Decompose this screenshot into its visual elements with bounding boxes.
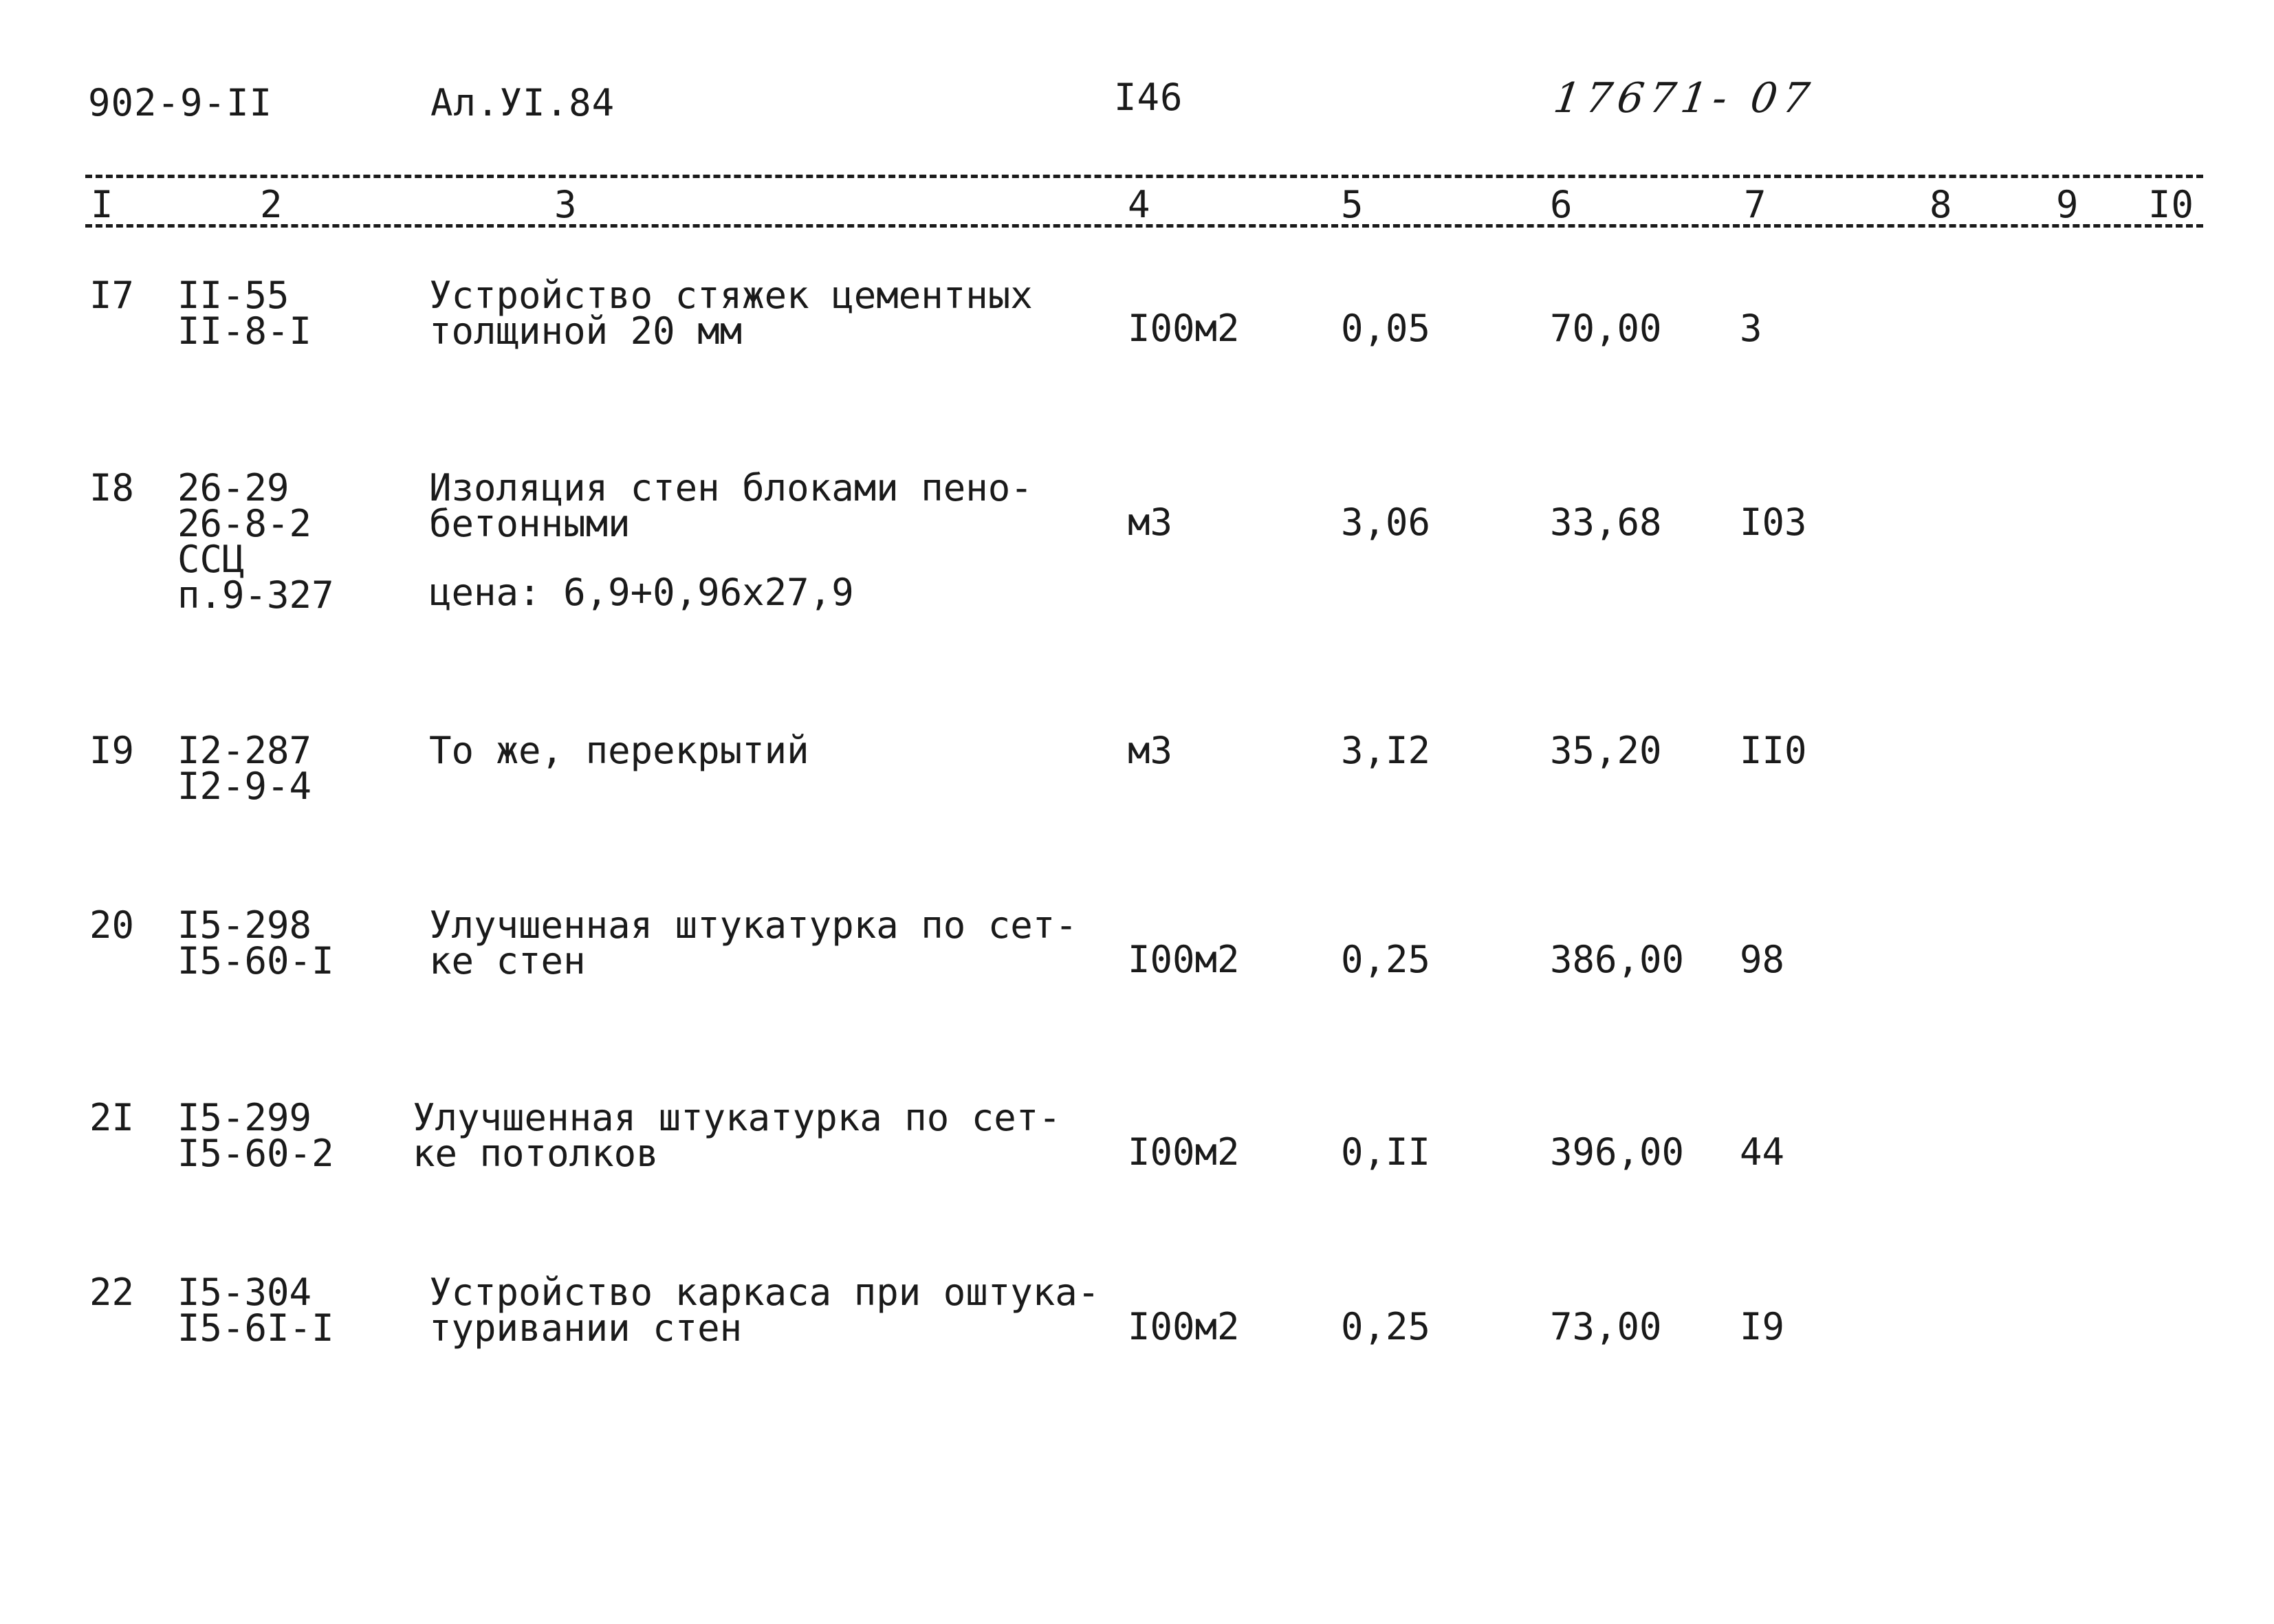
- row-quantity: 0,II: [1341, 1130, 1431, 1174]
- row-total: 44: [1740, 1130, 1785, 1174]
- column-number-9: 9: [2056, 183, 2079, 226]
- column-number-4: 4: [1128, 183, 1151, 226]
- row-unit: м3: [1128, 501, 1173, 544]
- row-quantity: 0,05: [1341, 307, 1431, 350]
- row-codes: I5-298 I5-60-I: [177, 903, 334, 983]
- row-total: II0: [1740, 729, 1807, 772]
- row-price-note: цена: 6,9+0,96х27,9: [429, 571, 854, 614]
- project-code: 902-9-II: [88, 81, 273, 124]
- row-description: Устройство стяжек цементных толщиной 20 мм: [429, 274, 1033, 353]
- column-number-2: 2: [260, 183, 283, 226]
- row-price: 396,00: [1550, 1130, 1685, 1174]
- column-number-3: 3: [554, 183, 578, 226]
- column-number-7: 7: [1744, 183, 1767, 226]
- row-codes: I2-287 I2-9-4: [177, 729, 312, 808]
- row-codes: I5-299 I5-60-2: [177, 1096, 334, 1175]
- row-number: 22: [89, 1271, 135, 1314]
- row-number: 2I: [89, 1096, 135, 1139]
- row-number: 20: [89, 903, 135, 947]
- row-quantity: 0,25: [1341, 1305, 1431, 1348]
- row-description: Изоляция стен блоками пено- бетонными: [429, 466, 1033, 545]
- row-quantity: 0,25: [1341, 938, 1431, 981]
- column-number-1: I: [91, 183, 114, 226]
- row-codes: 26-29 26-8-2 ССЦ п.9-327: [177, 466, 334, 617]
- row-number: I7: [89, 274, 135, 317]
- row-unit: м3: [1128, 729, 1173, 772]
- row-unit: I00м2: [1128, 1130, 1240, 1174]
- row-total: I03: [1740, 501, 1807, 544]
- row-price: 35,20: [1550, 729, 1662, 772]
- row-unit: I00м2: [1128, 307, 1240, 350]
- row-description: То же, перекрытий: [429, 729, 809, 772]
- page-number: I46: [1114, 76, 1183, 119]
- row-quantity: 3,I2: [1341, 729, 1431, 772]
- row-price: 33,68: [1550, 501, 1662, 544]
- row-codes: II-55 II-8-I: [177, 274, 312, 353]
- column-number-5: 5: [1341, 183, 1364, 226]
- row-unit: I00м2: [1128, 1305, 1240, 1348]
- row-quantity: 3,06: [1341, 501, 1431, 544]
- column-number-10: I0: [2148, 183, 2195, 226]
- row-description: Устройство каркаса при оштука- туривании стен: [429, 1271, 1100, 1350]
- row-description: Улучшенная штукатурка по сет- ке стен: [429, 903, 1078, 983]
- row-number: I8: [89, 466, 135, 509]
- row-number: I9: [89, 729, 135, 772]
- column-number-6: 6: [1550, 183, 1573, 226]
- handwritten-number: 17671- 07: [1551, 74, 1818, 122]
- column-number-8: 8: [1929, 183, 1953, 226]
- row-price: 386,00: [1550, 938, 1685, 981]
- row-total: 3: [1740, 307, 1762, 350]
- header-top-rule: [85, 175, 2203, 178]
- row-codes: I5-304 I5-6I-I: [177, 1271, 334, 1350]
- row-price: 70,00: [1550, 307, 1662, 350]
- row-unit: I00м2: [1128, 938, 1240, 981]
- album-number: Ал.УI.84: [430, 81, 615, 124]
- row-price: 73,00: [1550, 1305, 1662, 1348]
- row-description: Улучшенная штукатурка по сет- ке потолков: [413, 1096, 1061, 1175]
- row-total: 98: [1740, 938, 1785, 981]
- row-total: I9: [1740, 1305, 1785, 1348]
